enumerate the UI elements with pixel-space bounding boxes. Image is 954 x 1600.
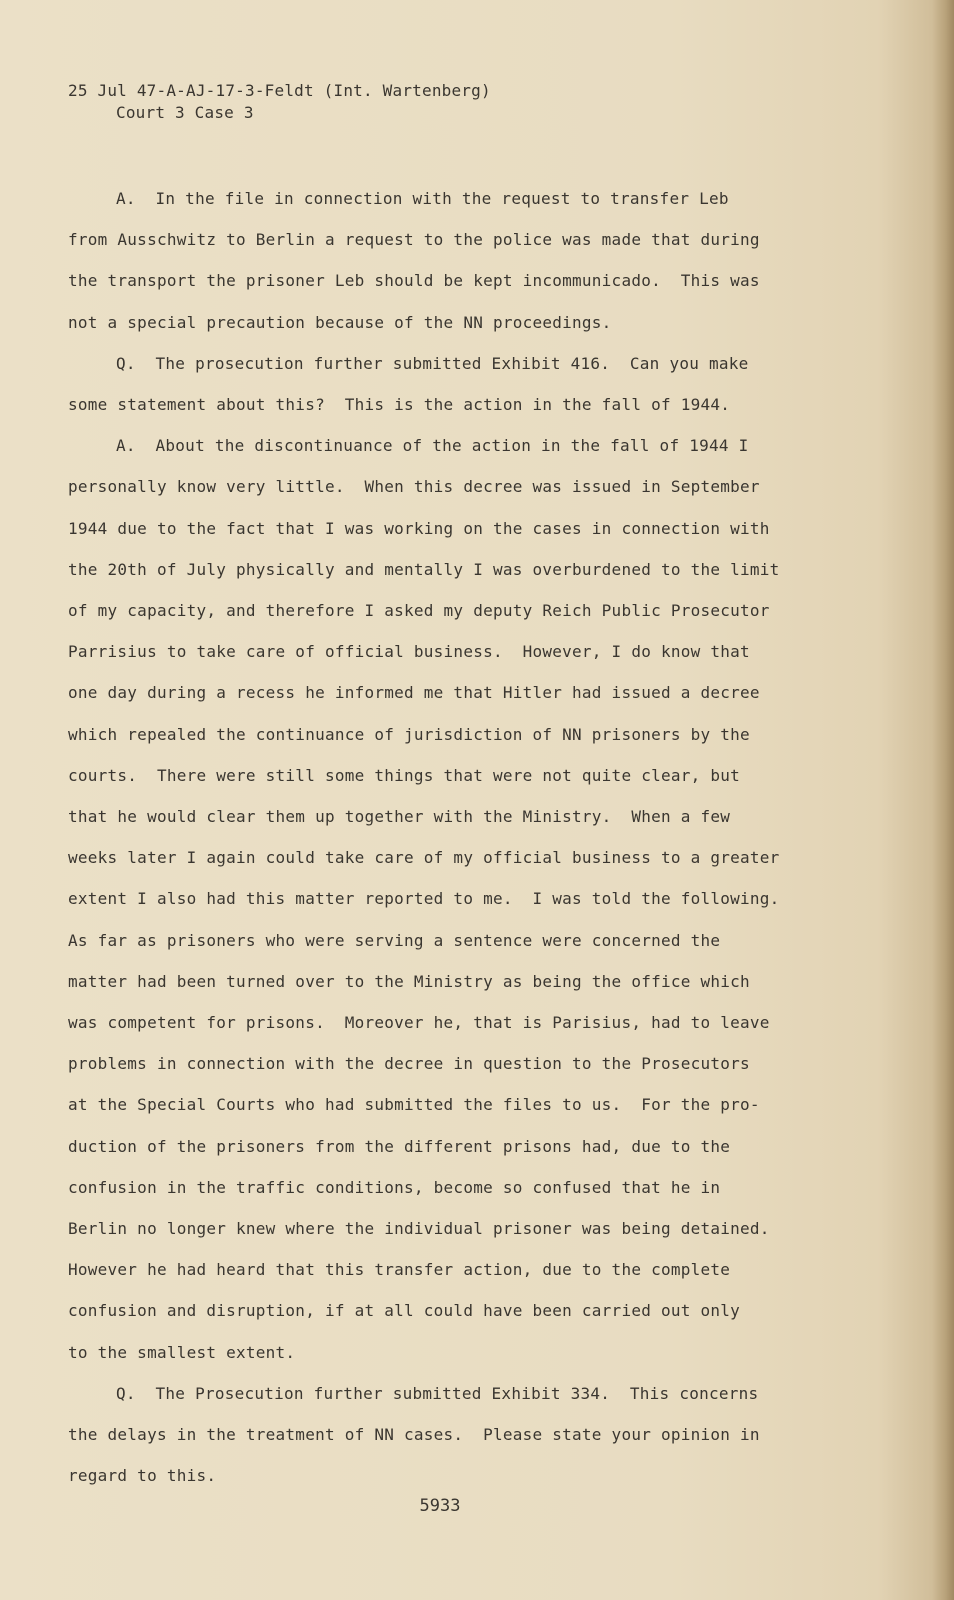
text-line: 1944 due to the fact that I was working on the cases in connection with [68, 518, 770, 538]
text-line: one day during a recess he informed me that Hitler had issued a decree [68, 683, 760, 703]
header-reference: 25 Jul 47-A-AJ-17-3-Feldt (Int. Wartenberg) [68, 81, 491, 100]
text-line: not a special precaution because of the NN proceedings. [68, 312, 612, 332]
text-line: was competent for prisons. Moreover he, that is Parisius, had to leave [68, 1013, 770, 1033]
text-line: duction of the prisoners from the different prisons had, due to the [68, 1136, 731, 1156]
text-line: matter had been turned over to the Ministry as being the office which [68, 971, 750, 991]
text-line: A. In the file in connection with the request to transfer Leb [116, 189, 729, 208]
text-line: However he had heard that this transfer action, due to the complete [68, 1260, 731, 1280]
text-line: confusion in the traffic conditions, become so confused that he in [68, 1177, 721, 1197]
text-line: courts. There were still some things that were not quite clear, but [68, 765, 741, 785]
text-line: A. About the discontinuance of the action in the fall of 1944 I [116, 436, 749, 456]
text-line: Berlin no longer knew where the individual prisoner was being detained. [68, 1219, 770, 1239]
text-line: Q. The Prosecution further submitted Exhibit 334. This concerns [116, 1383, 759, 1403]
text-line: As far as prisoners who were serving a sentence were concerned the [68, 930, 721, 950]
text-line: to the smallest extent. [68, 1342, 296, 1362]
text-line: extent I also had this matter reported to me. I was told the following. [68, 889, 780, 909]
text-line: the 20th of July physically and mentally I was overburdened to the limit [68, 559, 780, 579]
text-line: problems in connection with the decree in question to the Prosecutors [68, 1054, 750, 1074]
text-line: weeks later I again could take care of my official business to a greater [68, 848, 780, 868]
text-line: that he would clear them up together with the Ministry. When a few [68, 807, 731, 827]
text-line: from Ausschwitz to Berlin a request to the police was made that during [68, 230, 760, 250]
text-line: the transport the prisoner Leb should be kept incommunicado. This was [68, 271, 760, 291]
text-line: of my capacity, and therefore I asked my deputy Reich Public Prosecutor [68, 601, 770, 621]
text-line: some statement about this? This is the action in the fall of 1944. [68, 395, 731, 415]
text-line: regard to this. [68, 1466, 217, 1486]
transcript-body [68, 178, 838, 1497]
text-line: confusion and disruption, if at all could have been carried out only [68, 1301, 741, 1321]
page-number: 5933 [419, 1496, 461, 1516]
header-court-case: Court 3 Case 3 [116, 103, 254, 122]
text-line: at the Special Courts who had submitted the files to us. For the pro- [68, 1095, 760, 1115]
text-line: the delays in the treatment of NN cases. Please state your opinion in [68, 1425, 760, 1445]
text-line: Q. The prosecution further submitted Exhibit 416. Can you make [116, 353, 749, 373]
text-line: Parrisius to take care of official business. However, I do know that [68, 642, 750, 662]
document-header [68, 80, 491, 124]
page-edge-shadow [932, 0, 954, 1600]
text-line: which repealed the continuance of jurisdiction of NN prisoners by the [68, 724, 750, 744]
text-line: personally know very little. When this decree was issued in September [68, 477, 760, 497]
